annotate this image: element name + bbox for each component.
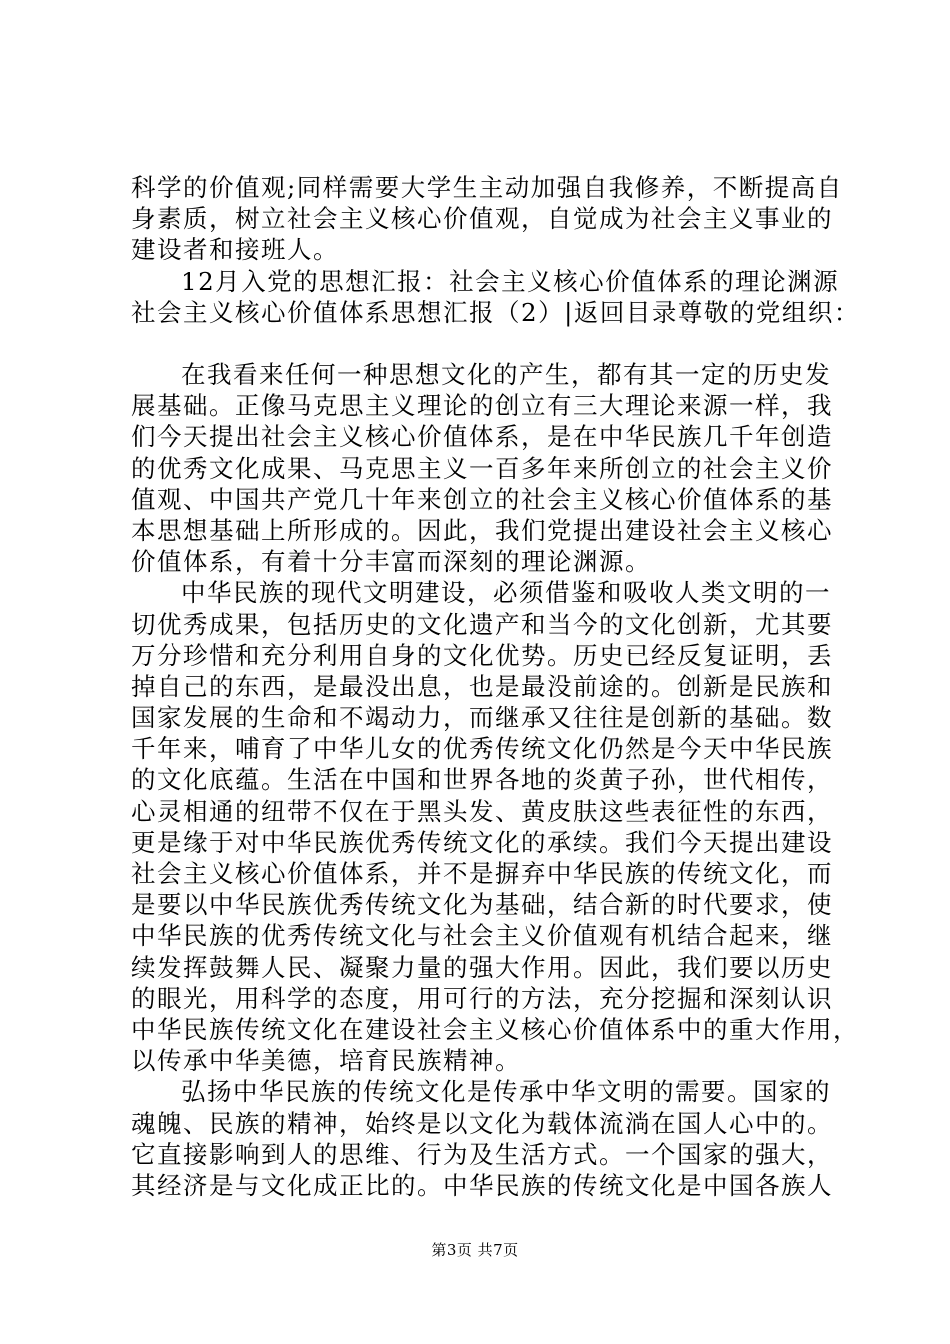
text-line: 社会主义核心价值体系，并不是摒弃中华民族的传统文化，而 — [131, 859, 833, 888]
text-line: 国家发展的生命和不竭动力，而继承又往往是创新的基础。数 — [131, 703, 833, 733]
text-line: 值观、中国共产党几十年来创立的社会主义核心价值体系的基 — [131, 484, 833, 514]
text-line: 们今天提出社会主义核心价值体系，是在中华民族几千年创造 — [131, 422, 833, 452]
text-line: 本思想基础上所形成的。因此，我们党提出建设社会主义核心 — [131, 515, 833, 545]
text-block-body — [131, 359, 859, 1201]
text-line: 科学的价值观;同样需要大学生主动加强自我修养，不断提高自 — [131, 173, 843, 202]
text-line: 展基础。正像马克思主义理论的创立有三大理论来源一样，我 — [131, 391, 833, 421]
paragraph-first-line: 弘扬中华民族的传统文化是传承中华文明的需要。国家的 — [181, 1077, 831, 1107]
text-block-continuation — [131, 172, 860, 328]
text-line: 魂魄、民族的精神，始终是以文化为载体流淌在国人心中的。 — [131, 1108, 833, 1138]
text-line: 身素质，树立社会主义核心价值观，自觉成为社会主义事业的 — [131, 204, 833, 234]
text-line: 掉自己的东西，是最没出息，也是最没前途的。创新是民族和 — [131, 671, 833, 701]
text-line: 更是缘于对中华民族优秀传统文化的承续。我们今天提出建设 — [131, 827, 833, 857]
paragraph-first-line: 中华民族的现代文明建设，必须借鉴和吸收人类文明的一 — [181, 578, 831, 608]
text-line: 中华民族传统文化在建设社会主义核心价值体系中的重大作用， — [131, 1014, 859, 1044]
text-line: 的文化底蕴。生活在中国和世界各地的炎黄子孙，世代相传， — [131, 765, 833, 795]
text-line: 以传承中华美德，培育民族精神。 — [131, 1046, 521, 1076]
text-line: 中华民族的优秀传统文化与社会主义价值观有机结合起来，继 — [131, 921, 833, 951]
text-line: 的眼光，用科学的态度，用可行的方法，充分挖掘和深刻认识 — [131, 983, 833, 1013]
text-line: 它直接影响到人的思维、行为及生活方式。一个国家的强大， — [131, 1139, 833, 1169]
report-heading-line: 12月入党的思想汇报：社会主义核心价值体系的理论渊源 — [181, 266, 840, 296]
text-line: 千年来，哺育了中华儿女的优秀传统文化仍然是今天中华民族 — [131, 734, 833, 764]
text-line: 万分珍惜和充分利用自身的文化优势。历史已经反复证明，丢 — [131, 640, 833, 670]
text-line: 是要以中华民族优秀传统文化为基础，结合新的时代要求，使 — [131, 890, 833, 920]
text-line: 切优秀成果，包括历史的文化遗产和当今的文化创新，尤其要 — [131, 609, 833, 639]
text-line: 建设者和接班人。 — [131, 235, 339, 265]
text-line: 的优秀文化成果、马克思主义一百多年来所创立的社会主义价 — [131, 453, 833, 483]
report-heading-line: 社会主义核心价值体系思想汇报（2）|返回目录尊敬的党组织： — [131, 297, 860, 327]
page-number-footer: 第3页 共7页 — [431, 1241, 519, 1259]
paragraph-first-line: 在我看来任何一种思想文化的产生，都有其一定的历史发 — [181, 360, 831, 389]
text-line: 其经济是与文化成正比的。中华民族的传统文化是中国各族人 — [131, 1170, 833, 1200]
text-line: 心灵相通的纽带不仅在于黑头发、黄皮肤这些表征性的东西， — [131, 796, 833, 826]
text-line: 价值体系，有着十分丰富而深刻的理论渊源。 — [131, 547, 651, 577]
text-line: 续发挥鼓舞人民、凝聚力量的强大作用。因此，我们要以历史 — [131, 952, 833, 982]
